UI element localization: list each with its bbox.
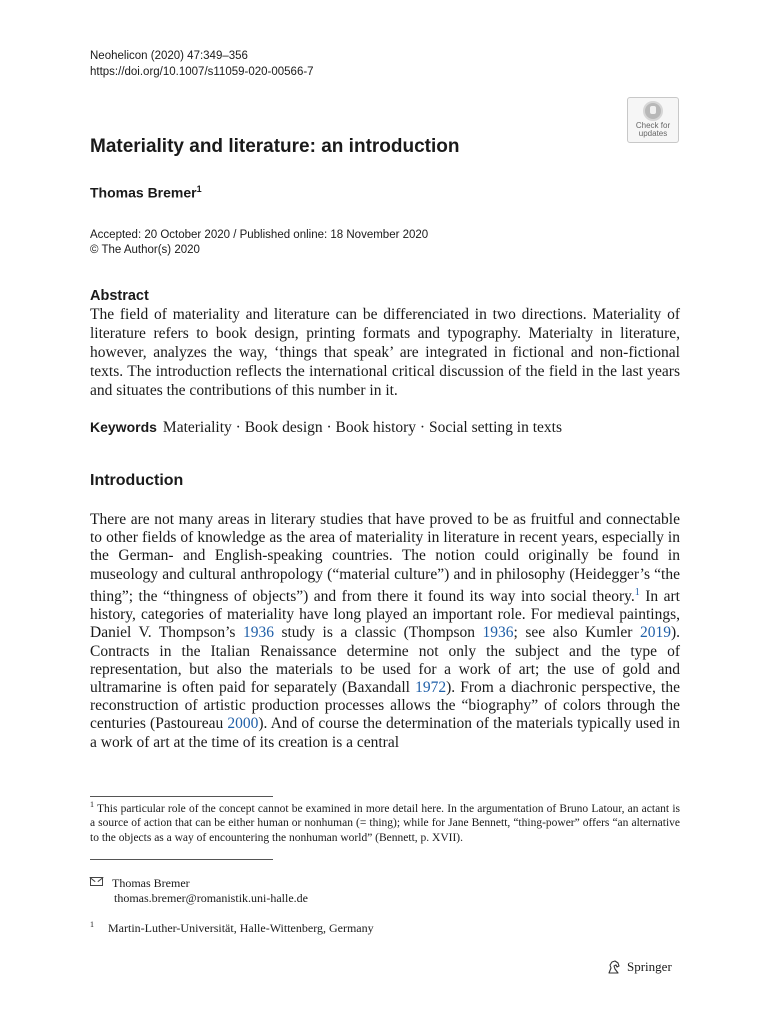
publisher-logo: [606, 959, 672, 975]
introduction-heading: Introduction: [90, 472, 184, 489]
intro-text-2: In art history, categories of materiality have long played an important role. For medieval paintings, Daniel V. Thompson’s: [90, 587, 680, 642]
envelope-icon: [90, 877, 103, 886]
citation-link-kumler[interactable]: 2019: [639, 624, 671, 642]
affiliation: [90, 920, 374, 936]
correspondence-email[interactable]: thomas.bremer@romanistik.uni-halle.de: [114, 891, 308, 905]
citation-link-baxandall[interactable]: 1972: [415, 678, 447, 696]
intro-text-1: There are not many areas in literary studies that have proved to be as fruitful and connectable to other fields of knowledge as the area of materiality in literature in recent years, especially in the German- and English-speaking countries. The notion could originally be found in museology and cultural anthropology (“material culture”) and in philosophy (Heidegger’s “the thing”; the “thingness of objects”) and from there it found its way into social theory.: [90, 511, 680, 605]
doi-link[interactable]: https://doi.org/10.1007/s11059-020-00566-7: [90, 66, 314, 78]
journal-citation: Neohelicon (2020) 47:349–356: [90, 50, 248, 62]
correspondence-divider: [90, 859, 273, 860]
intro-text-6: ). From a diachronic perspective, the reconstruction of artistic production processes allows the “biography” of colors through the centuries (Pastoureau: [90, 678, 680, 733]
check-updates-icon: [643, 101, 663, 121]
badge-line-1: Check for: [635, 121, 671, 130]
author-name[interactable]: Thomas Bremer: [90, 184, 197, 201]
check-for-updates-badge[interactable]: [627, 97, 679, 143]
abstract-text: The field of materiality and literature can be differenciated in two directions. Materiality of literature refers to book design, printing formats and typography. Materialty in literature, however, analyzes the way, ‘things that speak’ are integrated in fictional and non-fictional texts. The introduction reflects the international critical discussion of the field in the last years and situates the contributions of this number in it.: [90, 306, 680, 399]
citation-link-pastoureau[interactable]: 2000: [227, 715, 259, 733]
intro-text-5: ). Contracts in the Italian Renaissance determine not only the subject and the type of representation, but also the materials to be used for a work of art; the use of gold and ultramarine is often paid for separately (Baxandall: [90, 624, 680, 696]
badge-line-2: updates: [638, 129, 668, 138]
publisher-name: Springer: [627, 959, 672, 974]
keywords-label: Keywords: [90, 419, 157, 435]
intro-text-7: ). And of course the determination of the materials typically used in a work of art at the time of its creation is a central: [90, 715, 680, 751]
dates-line: Accepted: 20 October 2020 / Published online: 18 November 2020: [90, 229, 429, 241]
introduction-paragraph: [90, 511, 680, 752]
author-line: [90, 184, 202, 201]
keywords-text: Materiality · Book design · Book history · Social setting in texts: [162, 419, 563, 436]
citation-link-thompson-1[interactable]: 1936: [242, 624, 274, 642]
springer-horse-icon: [606, 959, 622, 975]
citation-link-thompson-2[interactable]: 1936: [482, 624, 514, 642]
affiliation-text: Martin-Luther-Universität, Halle-Wittenberg, Germany: [108, 921, 374, 935]
affiliation-number: 1: [90, 920, 94, 929]
keywords-line: [90, 419, 680, 437]
correspondence-name: Thomas Bremer: [112, 876, 190, 890]
copyright-line: © The Author(s) 2020: [90, 244, 200, 256]
publication-dates: [90, 228, 428, 258]
footnote-ref-1[interactable]: 1: [634, 586, 640, 598]
author-affil-mark: 1: [196, 184, 202, 194]
abstract-heading: Abstract: [90, 288, 149, 304]
intro-text-3: study is a classic (Thompson: [273, 624, 483, 642]
footnote-text: This particular role of the concept cannot be examined in more detail here. In the argumentation of Bruno Latour, an actant is a source of action that can be either human or nonhuman (= thing); while for Jane Bennett, “thing-power” offers “an alternative to the objects as a way of encountering the nonhuman world” (Bennett, p. XVII).: [90, 802, 680, 844]
journal-header: [90, 48, 314, 80]
intro-text-4: ; see also Kumler: [513, 624, 640, 642]
correspondence-block: [90, 876, 308, 906]
footnote: [90, 798, 680, 845]
footnote-divider: [90, 796, 273, 797]
article-title: Materiality and literature: an introduction: [90, 136, 460, 157]
footnote-number: 1: [90, 800, 94, 809]
